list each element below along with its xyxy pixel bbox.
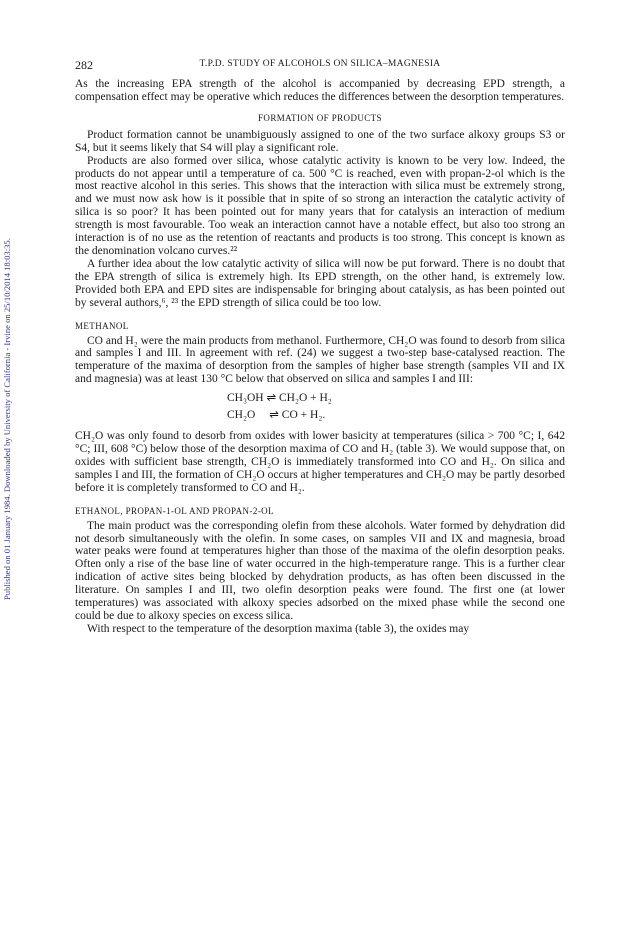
paragraph-methanol-2: CH₂O was only found to desorb from oxides with lower basicity at temperatures (silica > 700 °C; I, 642 °C; III, 608 °C) below those of the desorption maxima of CO and H₂ (table 3). We would suppose that, on oxides with sufficient base strength, CH₂O is immediately transformed into CO and H₂. On silica and samples I and III, the formation of CH₂O occurs at higher temperatures and CH₂O may be partly desorbed before it is completely transformed to CO and H₂. [75, 430, 565, 494]
running-header [75, 58, 565, 74]
subheading-ethanol: ETHANOL, PROPAN-1-OL AND PROPAN-2-OL [75, 505, 274, 516]
download-watermark-text: Published on 01 January 1984. Downloaded by University of California - Irvine on 25/10/2014 18:03:35. [2, 238, 12, 600]
paragraph-methanol-1: CO and H₂ were the main products from methanol. Furthermore, CH₂O was found to desorb from silica and samples I and III. In agreement with ref. (24) we suggest a two-step base-catalysed reaction. The temperature of the maxima of desorption from the samples of higher base strength (samples VII and IX and magnesia) was at least 130 °C below that observed on silica and samples I and III: [75, 334, 565, 386]
download-watermark [2, 130, 14, 600]
paragraph-formation-3: A further idea about the low catalytic activity of silica will now be put forward. There is no doubt that the EPA strength of silica is extremely high. Its EPD strength, on the other hand, is extremely low. Provided both EPA and EPD sites are indispensable for bringing about catalysis, as has been pointed out by several authors,⁶, ²³ the EPD strength of silica could be too low. [75, 257, 565, 309]
intro-paragraph: As the increasing EPA strength of the alcohol is accompanied by decreasing EPD strength, a compensation effect may be operative which reduces the differences between the desorption temperatures. [75, 78, 565, 103]
page-number: 282 [75, 58, 93, 72]
running-title: T.P.D. STUDY OF ALCOHOLS ON SILICA–MAGNESIA [199, 59, 441, 69]
paragraph-formation-1: Product formation cannot be unambiguously assigned to one of the two surface alkoxy groups S3 or S4, but it seems likely that S4 will play a significant role. [75, 128, 565, 154]
section-heading-formation: FORMATION OF PRODUCTS [258, 112, 382, 123]
reaction-equations [227, 390, 565, 424]
paragraph-formation-2: Products are also formed over silica, whose catalytic activity is known to be very low. Indeed, the products do not appear until a temperature of ca. 500 °C is reached, even with propan-2-ol which is the most reactive alcohol in this series. This shows that the interaction with silica must be extremely strong, and we must now ask how is it possible that in spite of so strong an interaction the catalytic activity of silica is so poor? It has been pointed out for many years that for catalysis an interaction of medium strength is most favourable. Too weak an interaction cannot have a notable effect, but also too strong an interaction is of no use as the retention of reactants and products is too strong. This concept is known as the denomination volcano curves.²² [75, 154, 565, 257]
equation-2 [227, 407, 565, 424]
equation-1: CH₃OH ⇌ CH₂O + H₂ [227, 392, 332, 405]
paragraph-ethanol-2: With respect to the temperature of the desorption maxima (table 3), the oxides may [87, 622, 470, 635]
equation-2-right: ⇌ CO + H₂. [269, 409, 326, 422]
page-content [75, 58, 565, 636]
equation-2-left: CH₂O [227, 409, 256, 422]
paragraph-ethanol-1: The main product was the corresponding olefin from these alcohols. Water formed by dehydration did not desorb simultaneously with the olefin. In some cases, on samples VII and IX and magnesia, broad water peaks were found at temperatures higher than those of the maxima of the olefin desorption peaks. Often only a rise of the base line of water occurred in the high-temperature range. This is a further clear indication of active sites being blocked by dehydration products, as has often been discussed in the literature. On samples I and III, two olefin desorption peaks were found. The first one (at lower temperatures) was associated with alkoxy species adsorbed on the mixed phase while the second one could be due to alkoxy species on excess silica. [75, 519, 565, 622]
subheading-methanol: METHANOL [75, 320, 129, 331]
